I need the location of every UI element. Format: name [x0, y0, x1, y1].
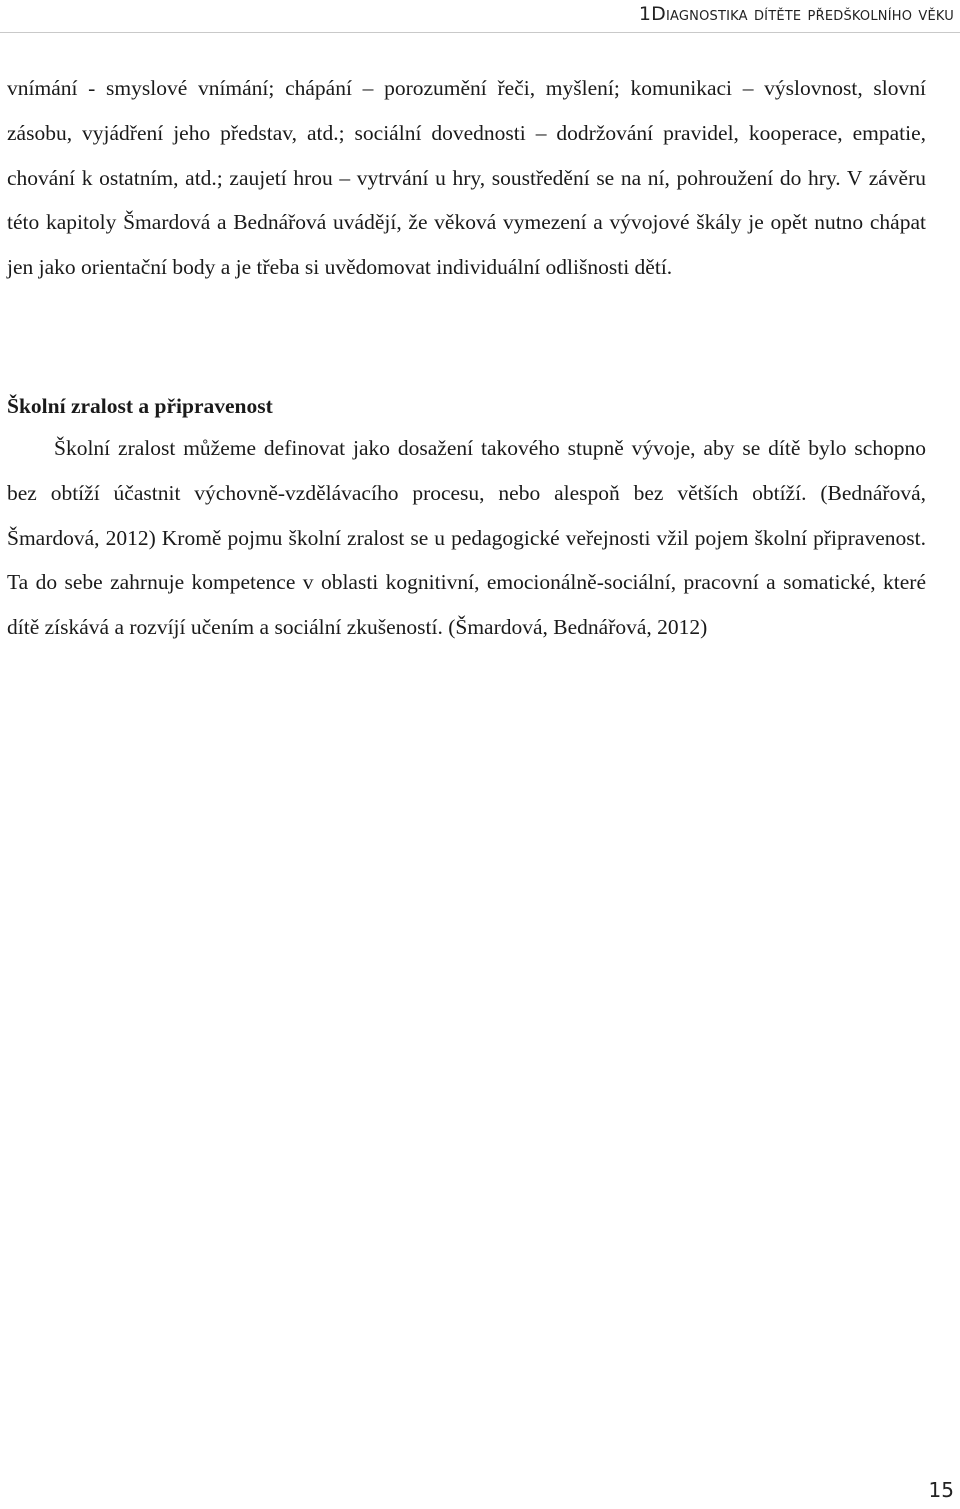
paragraph-school-readiness: Školní zralost můžeme definovat jako dosažení takového stupně vývoje, aby se dítě bylo schopno bez obtíží účastnit výchovně-vzdělávacího procesu, nebo alespoň bez větších obtíží. (Bednářová, Šmardová, 2012) Kromě pojmu školní zralost se u pedagogické veřejnosti vžil pojem školní připravenost. Ta do sebe zahrnuje kompetence v oblasti kognitivní, emocionálně-sociální, pracovní a somatické, které dítě získává a rozvíjí učením a sociální zkušeností. (Šmardová, Bednářová, 2012)	[7, 436, 926, 640]
paragraph-intro: vnímání - smyslové vnímání; chápání – porozumění řeči, myšlení; komunikaci – výslovnost, slovní zásobu, vyjádření jeho představ, atd.; sociální dovednosti – dodržování pravidel, kooperace, empatie, chování k ostatním, atd.; zaujetí hrou – vytrvání u hry, soustředění se na ní, pohroužení do hry. V závěru této kapitoly Šmardová a Bednářová uvádějí, že věková vymezení a vývojové škály je opět nutno chápat jen jako orientační body a je třeba si uvědomovat individuální odlišnosti dětí.	[7, 76, 926, 280]
section-heading: Školní zralost a připravenost	[7, 394, 273, 418]
running-header-title: 1Diagnostika dítěte předškolního věku	[638, 3, 954, 25]
page-number: 15	[928, 1478, 954, 1502]
running-header	[0, 0, 960, 33]
